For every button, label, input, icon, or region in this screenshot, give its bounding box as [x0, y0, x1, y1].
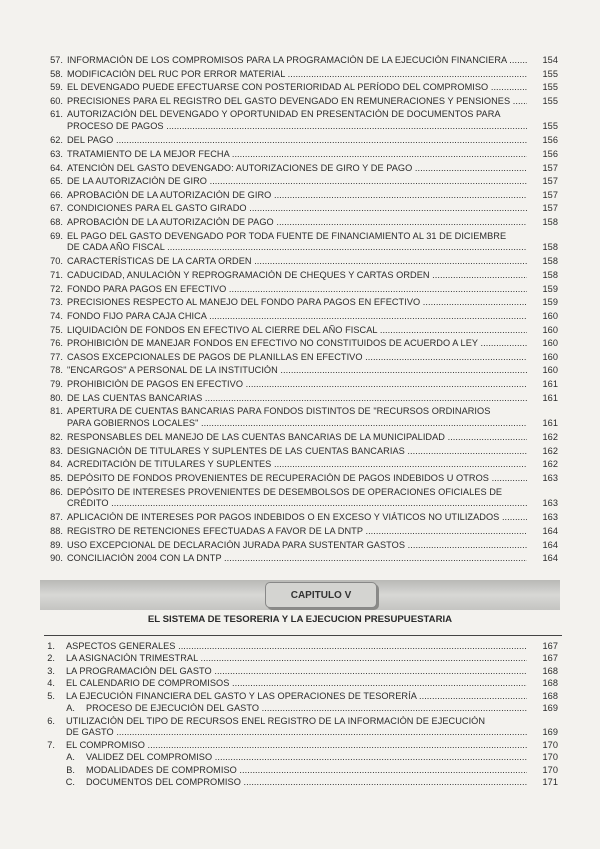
entry-title: DOCUMENTOS DEL COMPROMISO ..... [86, 777, 527, 788]
entry-number: 64. [50, 162, 63, 173]
entry-number: 5. [47, 690, 55, 701]
entry-title: LA PROGRAMACIÓN DEL GASTO ..... [66, 666, 527, 677]
entry-number: 86. [50, 486, 63, 497]
entry-title: PROCESO DE EJECUCIÓN DEL GASTO ..... [86, 703, 527, 714]
entry-title: FONDO PARA PAGOS EN EFECTIVO ..... [67, 284, 527, 295]
entry-number: 57. [50, 55, 63, 65]
page-number: 158 [542, 270, 558, 281]
entry-number: 58. [50, 68, 63, 79]
entry-title: TRATAMIENTO DE LA MEJOR FECHA ..... [67, 149, 527, 160]
page-number: 170 [542, 752, 558, 763]
entry-title: ASPECTOS GENERALES ..... [66, 641, 527, 652]
page-number: 170 [542, 739, 558, 750]
page-number: 163 [542, 512, 558, 523]
page-number: 155 [542, 68, 558, 79]
entry-title: PRECISIONES RESPECTO AL MANEJO DEL FONDO PARA PAGOS EN EFECTIVO ..... [67, 297, 527, 308]
entry-title: DESIGNACIÓN DE TITULARES Y SUPLENTES DE LAS CUENTAS BANCARIAS ..... [67, 446, 527, 457]
entry-number: B. [66, 764, 75, 775]
entry-title: DE LA AUTORIZACIÓN DE GIRO ..... [67, 176, 527, 187]
page-number: 157 [542, 162, 558, 173]
entry-title: MODIFICACIÓN DEL RUC POR ERROR MATERIAL ..... [67, 69, 527, 80]
entry-title: PROCESO DE PAGOS ..... [67, 121, 527, 132]
entry-number: 70. [50, 256, 63, 267]
entry-title: PROHIBICIÓN DE PAGOS EN EFECTIVO ..... [67, 379, 527, 390]
page-number: 157 [542, 176, 558, 187]
entry-title: CADUCIDAD, ANULACIÓN Y REPROGRAMACIÓN DE CHEQUES Y CARTAS ORDEN ..... [67, 270, 527, 281]
entry-number: 83. [50, 445, 63, 456]
page-number: 154 [542, 55, 558, 65]
page-number: 163 [542, 472, 558, 483]
entry-number: 73. [50, 297, 63, 308]
page-number: 168 [542, 690, 558, 701]
chapter-title: EL SISTEMA DE TESORERIA Y LA EJECUCION PRESUPUESTARIA [147, 614, 453, 625]
page-number: 157 [542, 189, 558, 200]
entry-number: 79. [50, 379, 63, 390]
entry-title: APROBACIÓN DE LA AUTORIZACIÓN DE PAGO ..... [67, 217, 527, 228]
entry-number: C. [65, 777, 75, 788]
entry-title: LIQUIDACIÓN DE FONDOS EN EFECTIVO AL CIERRE DEL AÑO FISCAL ..... [67, 325, 527, 336]
entry-title: EL PAGO DEL GASTO DEVENGADO POR TODA FUENTE DE FINANCIAMIENTO AL 31 DE DICIEMBRE [67, 230, 507, 241]
page-number: 155 [542, 82, 558, 93]
entry-title: APROBACIÓN DE LA AUTORIZACIÓN DE GIRO ..... [67, 190, 527, 201]
entry-number: A. [66, 703, 75, 714]
entry-number: 74. [50, 310, 63, 321]
page-number: 156 [542, 148, 558, 159]
entry-title: EL CALENDARIO DE COMPROMISOS ..... [66, 678, 527, 689]
entry-title: AUTORIZACIÓN DEL DEVENGADO Y OPORTUNIDAD EN PRESENTACIÓN DE DOCUMENTOS PARA [67, 109, 501, 120]
entry-title: CRÉDITO ..... [67, 498, 527, 509]
page-number: 160 [542, 338, 558, 349]
entry-number: 77. [50, 351, 63, 362]
entry-title: DEPÓSITO DE FONDOS PROVENIENTES DE RECUPERACIÓN DE PAGOS INDEBIDOS U OTROS ..... [67, 473, 527, 484]
page-number: 160 [542, 351, 558, 362]
entry-number: 66. [50, 189, 63, 200]
entry-title: INFORMACIÓN DE LOS COMPROMISOS PARA LA PROGRAMACIÓN DE LA EJECUCIÓN FINANCIERA ..... [67, 55, 527, 66]
entry-title: DE CADA AÑO FISCAL ..... [67, 242, 527, 253]
entry-number: 7. [47, 739, 55, 750]
entry-title: DE GASTO ..... [66, 727, 527, 738]
entry-title: PRECISIONES PARA EL REGISTRO DEL GASTO DEVENGADO EN REMUNERACIONES Y PENSIONES ..... [67, 96, 527, 107]
entry-title: MODALIDADES DE COMPROMISO ..... [86, 765, 527, 776]
page-number: 162 [542, 459, 558, 470]
page-number: 160 [542, 310, 558, 321]
entry-title: DE LAS CUENTAS BANCARIAS ..... [67, 393, 527, 404]
entry-number: 2. [47, 653, 55, 664]
entry-title: CONCILIACIÓN 2004 CON LA DNTP ..... [67, 553, 527, 564]
entry-number: 76. [50, 338, 63, 349]
entry-number: 69. [50, 230, 63, 241]
entry-title: CASOS EXCEPCIONALES DE PAGOS DE PLANILLAS EN EFECTIVO ..... [67, 352, 527, 363]
entry-number: 87. [50, 512, 63, 523]
entry-title: FONDO FIJO PARA CAJA CHICA ..... [67, 311, 527, 322]
entry-title: LA EJECUCIÓN FINANCIERA DEL GASTO Y LAS OPERACIONES DE TESORERÍA ..... [66, 691, 527, 702]
entry-title: PARA GOBIERNOS LOCALES" ..... [67, 418, 527, 429]
page-number: 170 [542, 764, 558, 775]
page-number: 161 [542, 392, 558, 403]
page-number: 164 [542, 553, 558, 564]
page-number: 159 [542, 283, 558, 294]
entry-title: "ENCARGOS" A PERSONAL DE LA INSTITUCIÓN ..... [67, 365, 527, 376]
entry-title: VALIDEZ DEL COMPROMISO ..... [86, 752, 527, 763]
entry-number: 62. [50, 135, 63, 146]
entry-title: REGISTRO DE RETENCIONES EFECTUADAS A FAVOR DE LA DNTP ..... [67, 526, 527, 537]
entry-title: APLICACIÓN DE INTERESES POR PAGOS INDEBIDOS O EN EXCESO Y VIÁTICOS NO UTILIZADOS ..... [67, 512, 527, 523]
entry-number: 3. [47, 665, 55, 676]
chapter-banner [40, 580, 560, 610]
entry-number: 78. [50, 365, 63, 376]
page-number: 167 [542, 641, 558, 651]
page-number: 161 [542, 379, 558, 390]
page-number: 157 [542, 203, 558, 214]
page-number: 163 [542, 498, 558, 509]
entry-number: 85. [50, 472, 63, 483]
entry-title: PROHIBICIÓN DE MANEJAR FONDOS EN EFECTIVO NO CONSTITUIDOS DE ACUERDO A LEY ..... [67, 338, 527, 349]
entry-number: 89. [50, 539, 63, 550]
page-number: 156 [542, 135, 558, 146]
page-number: 168 [542, 678, 558, 689]
entry-number: 75. [50, 324, 63, 335]
page-number: 158 [542, 256, 558, 267]
entry-title: ACREDITACIÓN DE TITULARES Y SUPLENTES ..... [67, 459, 527, 470]
page-number: 162 [542, 432, 558, 443]
entry-number: 61. [50, 109, 63, 120]
page-number: 160 [542, 365, 558, 376]
entry-title: ATENCIÓN DEL GASTO DEVENGADO: AUTORIZACIONES DE GIRO Y DE PAGO ..... [67, 163, 527, 174]
entry-number: 1. [47, 641, 55, 651]
page-number: 169 [542, 727, 558, 738]
chapter-label: CAPITULO V [265, 582, 377, 608]
entry-title: LA ASIGNACIÓN TRIMESTRAL ..... [66, 653, 527, 664]
page-number: 155 [542, 120, 558, 131]
page-number: 158 [542, 242, 558, 253]
page-number: 169 [542, 703, 558, 714]
page-number: 161 [542, 417, 558, 428]
page-number: 171 [542, 777, 558, 788]
entry-number: 88. [50, 526, 63, 537]
entry-title: EL DEVENGADO PUEDE EFECTUARSE CON POSTERIORIDAD AL PERÍODO DEL COMPROMISO ..... [67, 82, 527, 93]
entry-number: 71. [50, 270, 63, 281]
entry-number: 59. [50, 82, 63, 93]
entry-title: EL COMPROMISO ..... [66, 740, 527, 751]
entry-number: 4. [47, 678, 55, 689]
entry-number: 6. [47, 715, 55, 726]
page-number: 159 [542, 297, 558, 308]
page-number: 162 [542, 445, 558, 456]
page-number: 155 [542, 95, 558, 106]
entry-number: 80. [50, 392, 63, 403]
page-number: 164 [542, 539, 558, 550]
chapter-divider [44, 635, 562, 636]
entry-number: 67. [50, 203, 63, 214]
entry-number: 60. [50, 95, 63, 106]
page-number: 167 [542, 653, 558, 664]
entry-title: CARACTERÍSTICAS DE LA CARTA ORDEN ..... [67, 256, 527, 267]
page-number: 160 [542, 324, 558, 335]
entry-title: APERTURA DE CUENTAS BANCARIAS PARA FONDOS DISTINTOS DE "RECURSOS ORDINARIOS [67, 406, 491, 417]
entry-number: A. [66, 752, 75, 763]
entry-title: USO EXCEPCIONAL DE DECLARACIÓN JURADA PARA SUSTENTAR GASTOS ..... [67, 540, 527, 551]
entry-number: 81. [50, 406, 63, 417]
entry-title: DEL PAGO ..... [67, 135, 527, 146]
page-number: 164 [542, 526, 558, 537]
entry-number: 68. [50, 217, 63, 228]
page-number: 158 [542, 217, 558, 228]
entry-number: 63. [50, 148, 63, 159]
entry-number: 82. [50, 432, 63, 443]
entry-number: 90. [50, 553, 63, 564]
entry-number: 72. [50, 283, 63, 294]
entry-title: RESPONSABLES DEL MANEJO DE LAS CUENTAS BANCARIAS DE LA MUNICIPALIDAD ..... [67, 432, 527, 443]
page-number: 168 [542, 665, 558, 676]
entry-title: CONDICIONES PARA EL GASTO GIRADO ..... [67, 203, 527, 214]
entry-number: 84. [50, 459, 63, 470]
entry-title: DEPÓSITO DE INTERESES PROVENIENTES DE DESEMBOLSOS DE OPERACIONES OFICIALES DE [67, 486, 503, 497]
entry-number: 65. [50, 176, 63, 187]
entry-title: UTILIZACIÓN DEL TIPO DE RECURSOS ENEL REGISTRO DE LA INFORMACIÓN DE EJECUCIÓN [66, 715, 486, 726]
